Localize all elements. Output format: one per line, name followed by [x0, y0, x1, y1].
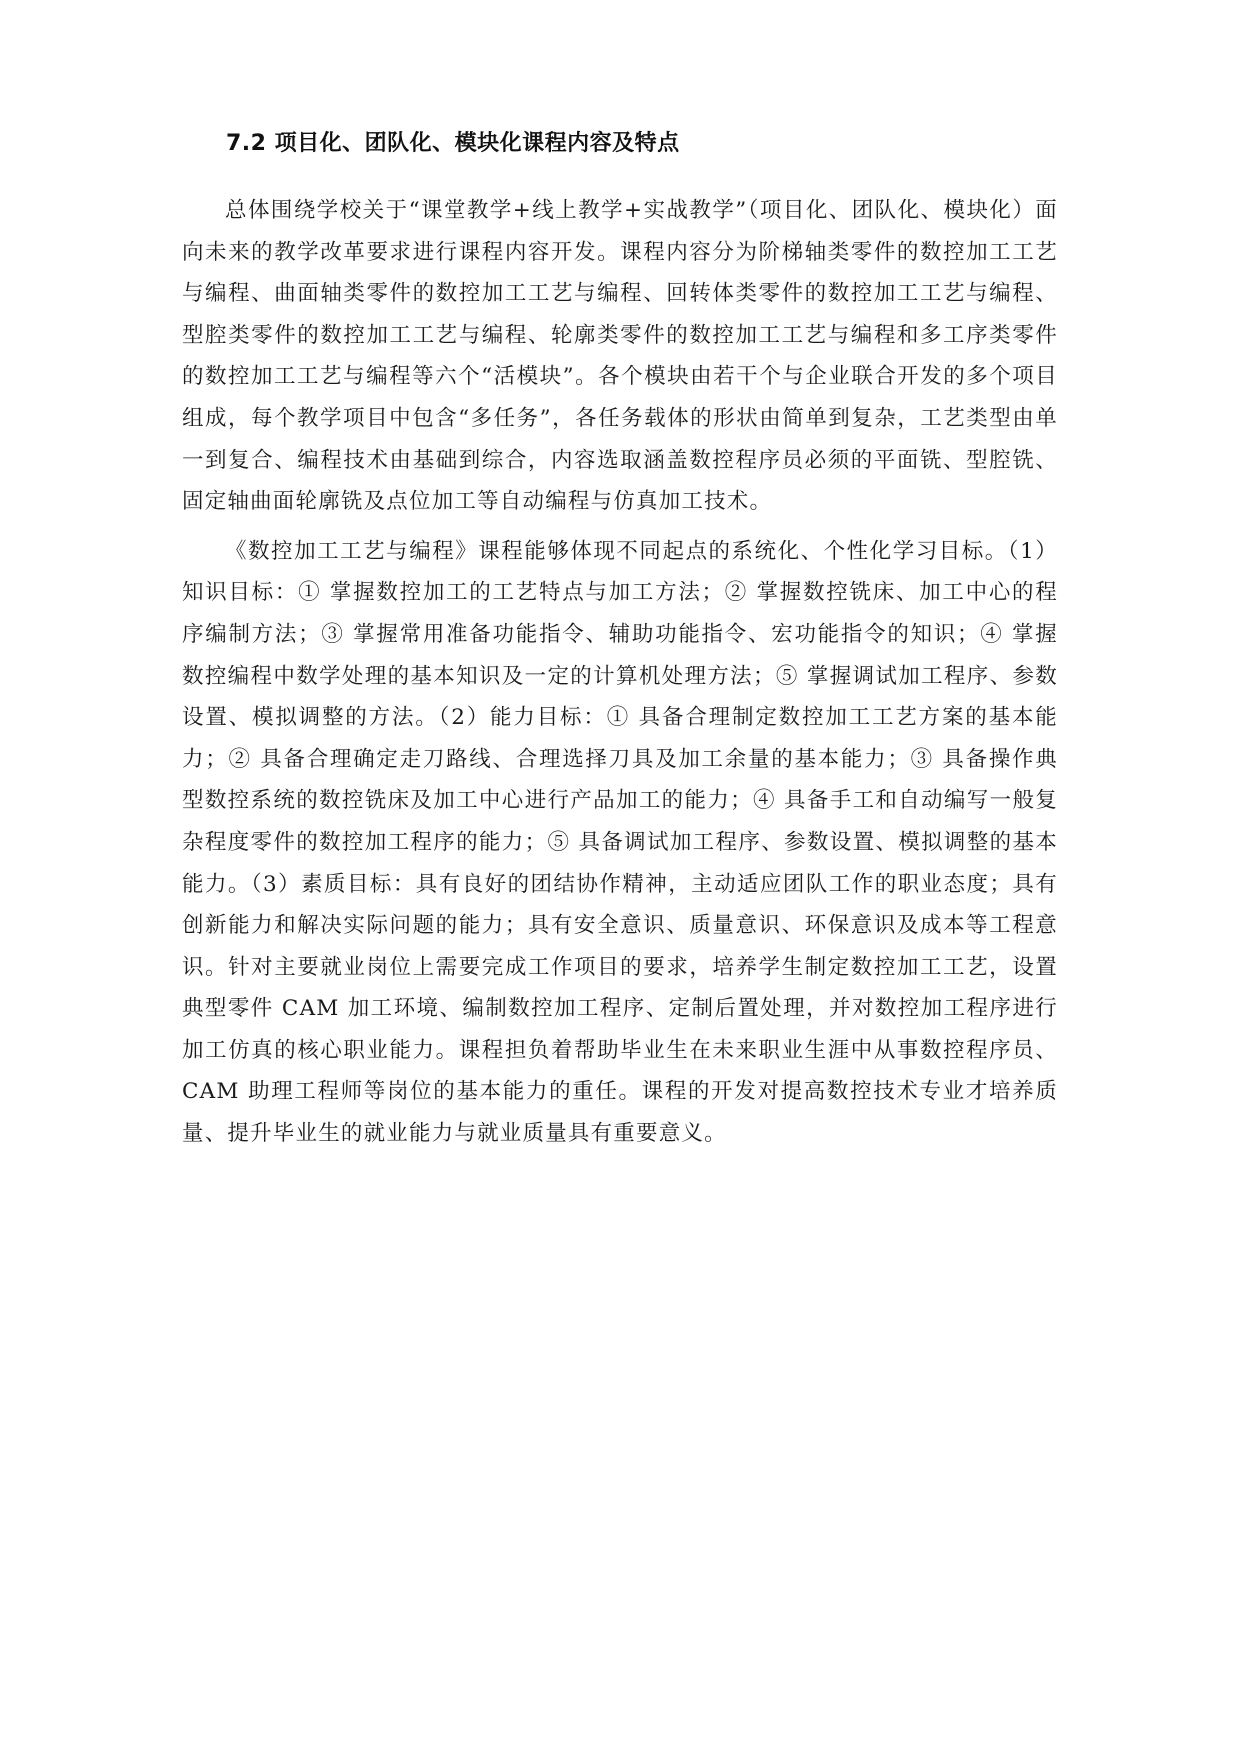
document-body [182, 124, 1058, 1155]
paragraph-course-content: 总体围绕学校关于“课堂教学+线上教学+实战教学”（项目化、团队化、模块化）面向未来的教学改革要求进行课程内容开发。课程内容分为阶梯轴类零件的数控加工工艺与编程、曲面轴类零件的数控加工工艺与编程、回转体类零件的数控加工工艺与编程、型腔类零件的数控加工工艺与编程、轮廓类零件的数控加工工艺与编程和多工序类零件的数控加工工艺与编程等六个“活模块”。各个模块由若干个与企业联合开发的多个项目组成，每个教学项目中包含“多任务”，各任务载体的形状由简单到复杂，工艺类型由单一到复合、编程技术由基础到综合，内容选取涵盖数控程序员必须的平面铣、型腔铣、固定轴曲面轮廓铣及点位加工等自动编程与仿真加工技术。 [182, 198, 1058, 515]
paragraph-learning-objectives: 《数控加工工艺与编程》课程能够体现不同起点的系统化、个性化学习目标。（1）知识目标：① 掌握数控加工的工艺特点与加工方法；② 掌握数控铣床、加工中心的程序编制方法；③ 掌握常用准备功能指令、辅助功能指令、宏功能指令的知识；④ 掌握数控编程中数学处理的基本知识及一定的计算机处理方法；⑤ 掌握调试加工程序、参数设置、模拟调整的方法。（2）能力目标：① 具备合理制定数控加工工艺方案的基本能力；② 具备合理确定走刀路线、合理选择刀具及加工余量的基本能力；③ 具备操作典型数控系统的数控铣床及加工中心进行产品加工的能力；④ 具备手工和自动编写一般复杂程度零件的数控加工程序的能力；⑤ 具备调试加工程序、参数设置、模拟调整的基本能力。（3）素质目标：具有良好的团结协作精神，主动适应团队工作的职业态度；具有创新能力和解决实际问题的能力；具有安全意识、质量意识、环保意识及成本等工程意识。针对主要就业岗位上需要完成工作项目的要求，培养学生制定数控加工工艺，设置典型零件 CAM 加工环境、编制数控加工程序、定制后置处理，并对数控加工程序进行加工仿真的核心职业能力。课程担负着帮助毕业生在未来职业生涯中从事数控程序员、CAM 助理工程师等岗位的基本能力的重任。课程的开发对提高数控技术专业才培养质量、提升毕业生的就业能力与就业质量具有重要意义。 [182, 538, 1058, 1147]
section-heading: 7.2 项目化、团队化、模块化课程内容及特点 [226, 131, 680, 156]
